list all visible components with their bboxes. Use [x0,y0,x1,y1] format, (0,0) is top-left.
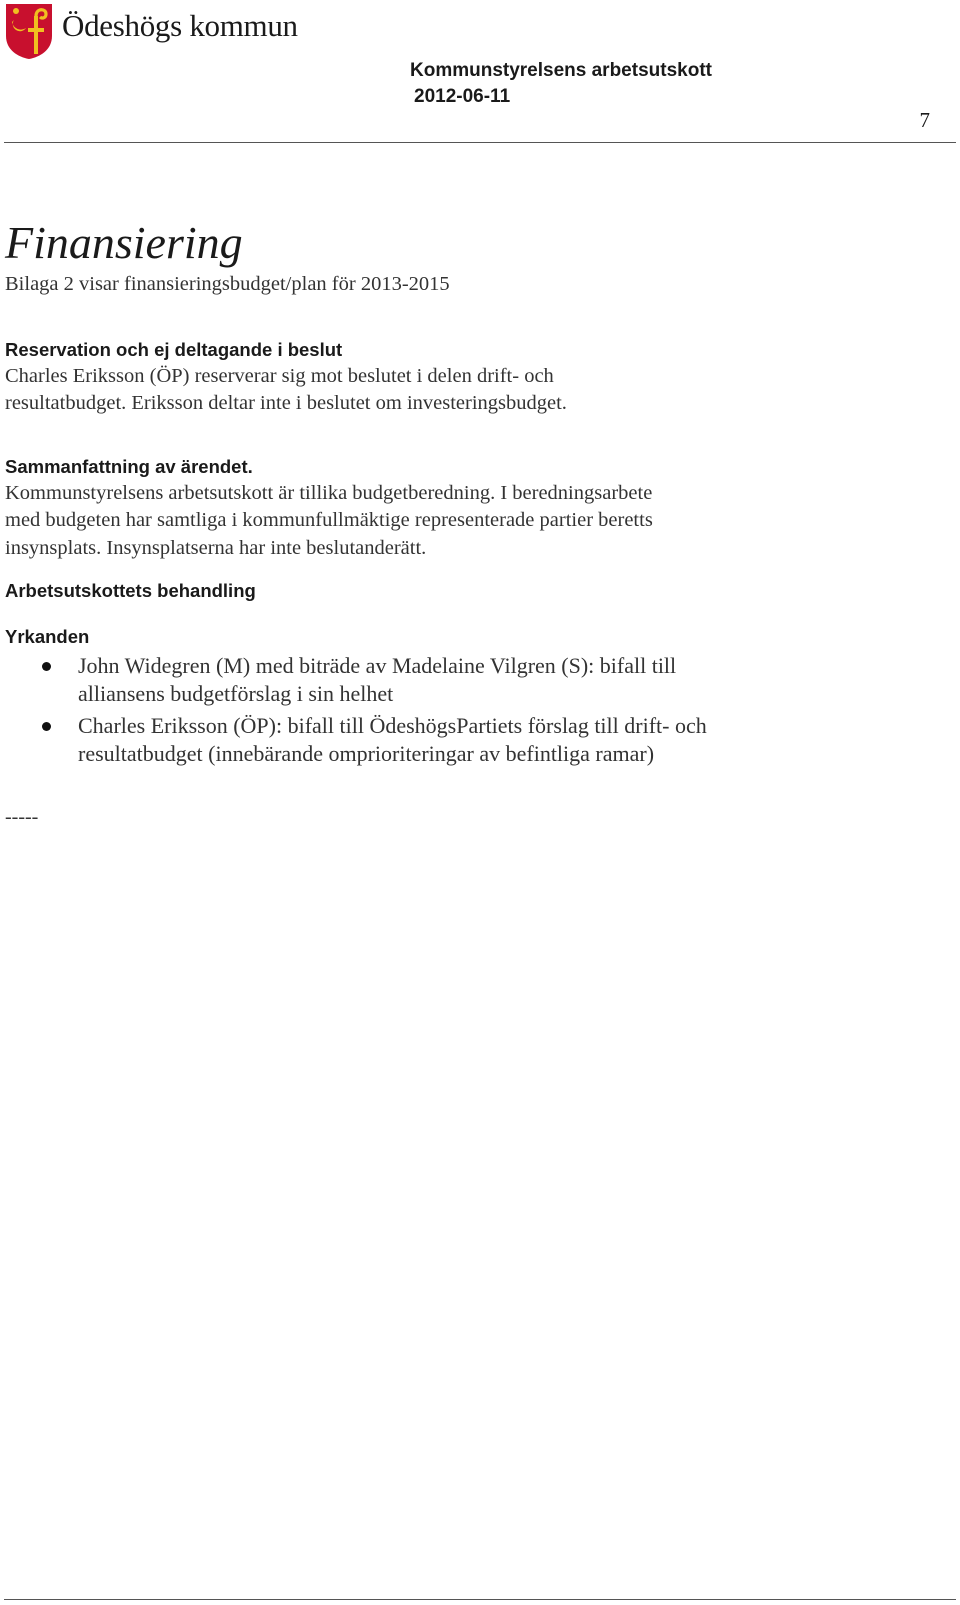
reservation-line: resultatbudget. Eriksson deltar inte i beslutet om investeringsbudget. [5,392,567,414]
page-number: 7 [919,108,930,132]
list-item [5,712,795,768]
motion-line: resultatbudget (innebärande omprioriteringar av befintliga ramar) [78,741,655,766]
meeting-date: 2012-06-11 [414,86,511,107]
bullet-icon [42,662,51,671]
municipality-logo [4,2,54,60]
motions-heading: Yrkanden [5,626,90,647]
intro-text: Bilaga 2 visar finansieringsbudget/plan för 2013-2015 [5,273,450,295]
list-item [5,652,795,708]
bullet-icon [42,722,51,731]
summary-line: med budgeten har samtliga i kommunfullmäktige representerade partier beretts [5,509,653,531]
section-title: Finansiering [5,217,243,268]
handling-heading: Arbetsutskottets behandling [5,580,256,601]
coat-of-arms-icon [4,2,54,60]
separator-dashes: ----- [5,806,39,828]
reservation-heading: Reservation och ej deltagande i beslut [5,338,343,360]
summary-heading: Sammanfattning av ärendet. [5,455,253,477]
municipality-name: Ödeshögs kommun [62,8,298,43]
summary-line: Kommunstyrelsens arbetsutskott är tillika budgetberedning. I beredningsarbete [5,481,653,504]
document-body [5,215,795,829]
summary-line: insynsplats. Insynsplatserna har inte beslutanderätt. [5,536,427,559]
motions-list [5,652,795,768]
reservation-line: Charles Eriksson (ÖP) reserverar sig mot beslutet i delen drift- och [5,364,554,387]
motion-line: Charles Eriksson (ÖP): bifall till ÖdeshögsPartiets förslag till drift- och [78,713,707,738]
footer-divider [4,1599,956,1600]
committee-name: Kommunstyrelsens arbetsutskott [410,60,712,81]
motion-line: John Widegren (M) med biträde av Madelaine Vilgren (S): bifall till [78,653,677,678]
motion-line: alliansens budgetförslag i sin helhet [78,681,394,706]
header-divider [4,142,956,143]
